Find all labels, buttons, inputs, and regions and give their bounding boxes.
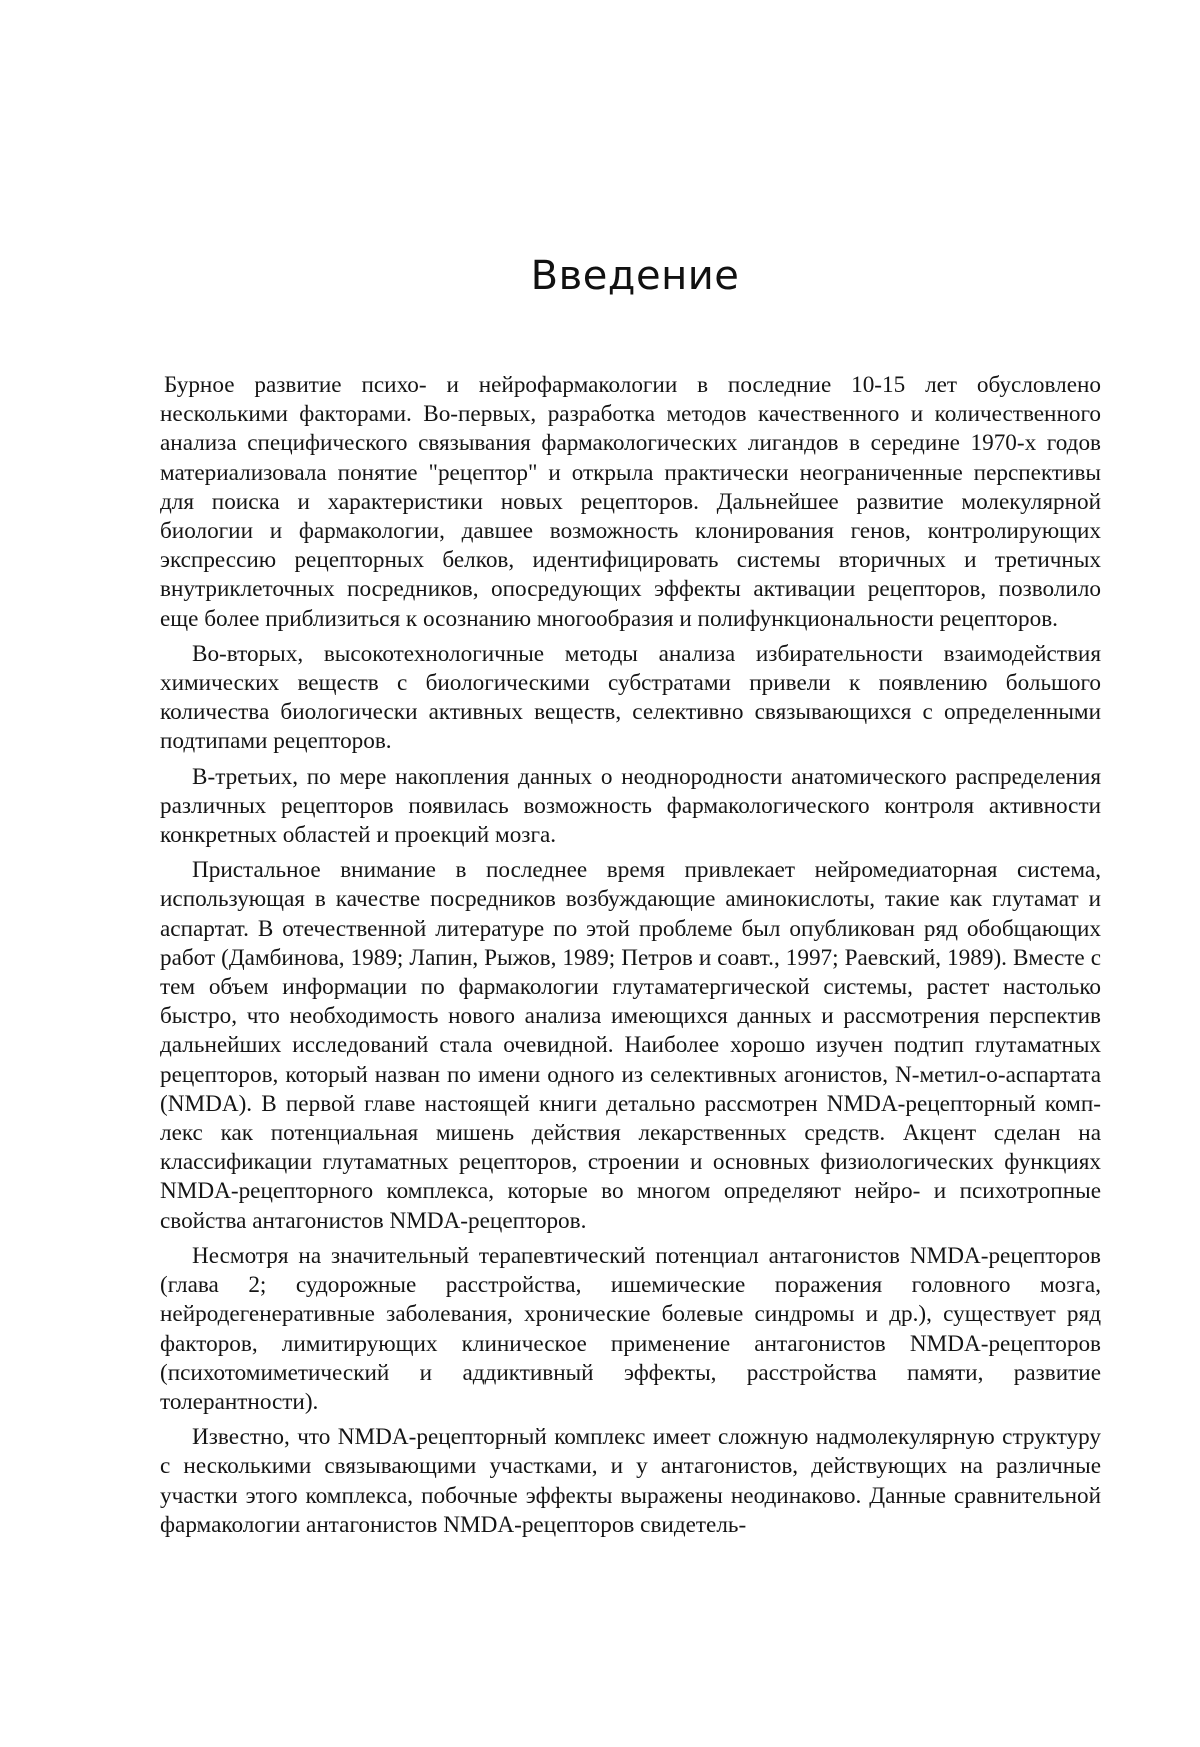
paragraph-2: Во-вторых, высокотехнологичные методы анализа избирательности взаимодействия химических веществ с биологическими субстратами привели к появлению большого количества биологически активных веществ, селективно связывающихся с определенными подтипами рецепторов. (160, 640, 1101, 755)
chapter-title: Введение (530, 253, 740, 299)
paragraph-6: Известно, что NMDA-рецепторный комплекс имеет сложную надмолекулярную структуру с несколькими связывающими участками, и у антагонистов, действующих на различные участки этого комплекса, побочные эффекты выражены неодинаково. Данные сравнительной фармакологии антагонистов NMDA-рецепторов свидетель- (160, 1424, 1101, 1538)
paragraph-4: Пристальное внимание в последнее время привлекает нейромедиаторная система, использующая в качестве посредников возбуждающие аминокислоты, такие как глутамат и аспартат. В отечественной литературе по этой проблеме был опубликован ряд обобщающих работ (Дамбинова, 1989; Лапин, Рыжов, 1989; Петров и соавт., 1997; Раевский, 1989). Вместе с тем объем информации по фармакологии глутаматергической системы, растет настолько быстро, что необходимость нового анализа имеющихся данных и рассмотрения перспектив дальнейших исследований стала очевидной. Наиболее хорошо изучен подтип глутаматных рецепторов, который назван по имени одного из селективных агонистов, N-метил-о-аспартата (NMDA). В первой главе настоящей книги детально рассмотрен NMDA-рецепторный комплекс как потенциальная мишень действия лекарственных средств. Акцент сделан на классификации глутаматных рецепторов, строении и основных физиологических функциях NMDA-рецепторного комплекса, которые во многом определяют нейро- и психотропные свойства антагонистов NMDA-рецепторов. (160, 857, 1101, 1234)
body-text (160, 371, 1101, 1546)
paragraph-3: В-третьих, по мере накопления данных о неоднородности анатомического распределения различных рецепторов появилась возможность фармакологического контроля активности конкретных областей и проекций мозга. (160, 763, 1101, 849)
paragraph-1: Бурное развитие психо- и нейрофармакологии в последние 10-15 лет обусловлено несколькими факторами. Во-первых, разработка методов качественного и количественного анализа специфического связывания фармакологических лигандов в середине 1970-х годов материализовала понятие "рецептор" и открыла практически неограниченные перспективы для поиска и характеристики новых рецепторов. Дальнейшее развитие молекулярной биологии и фармакологии, давшее возможность клонирования генов, контролирующих экспрессию рецепторных белков, идентифицировать системы вторичных и третичных внутриклеточных посредников, опосредующих эффекты активации рецепторов, позволило еще более приблизиться к осознанию многообразия и полифункциональности рецепторов. (160, 372, 1101, 632)
paragraph-5: Несмотря на значительный терапевтический потенциал антагонистов NMDA-рецепторов (глава 2; судорожные расстройства, ишемические поражения головного мозга, нейродегенеративные заболевания, хронические болевые синдромы и др.), существует ряд факторов, лимитирующих клиническое применение антагонистов NMDA-рецепторов (психотомиметический и аддиктивный эффекты, расстройства памяти, развитие толерантности). (160, 1242, 1101, 1415)
